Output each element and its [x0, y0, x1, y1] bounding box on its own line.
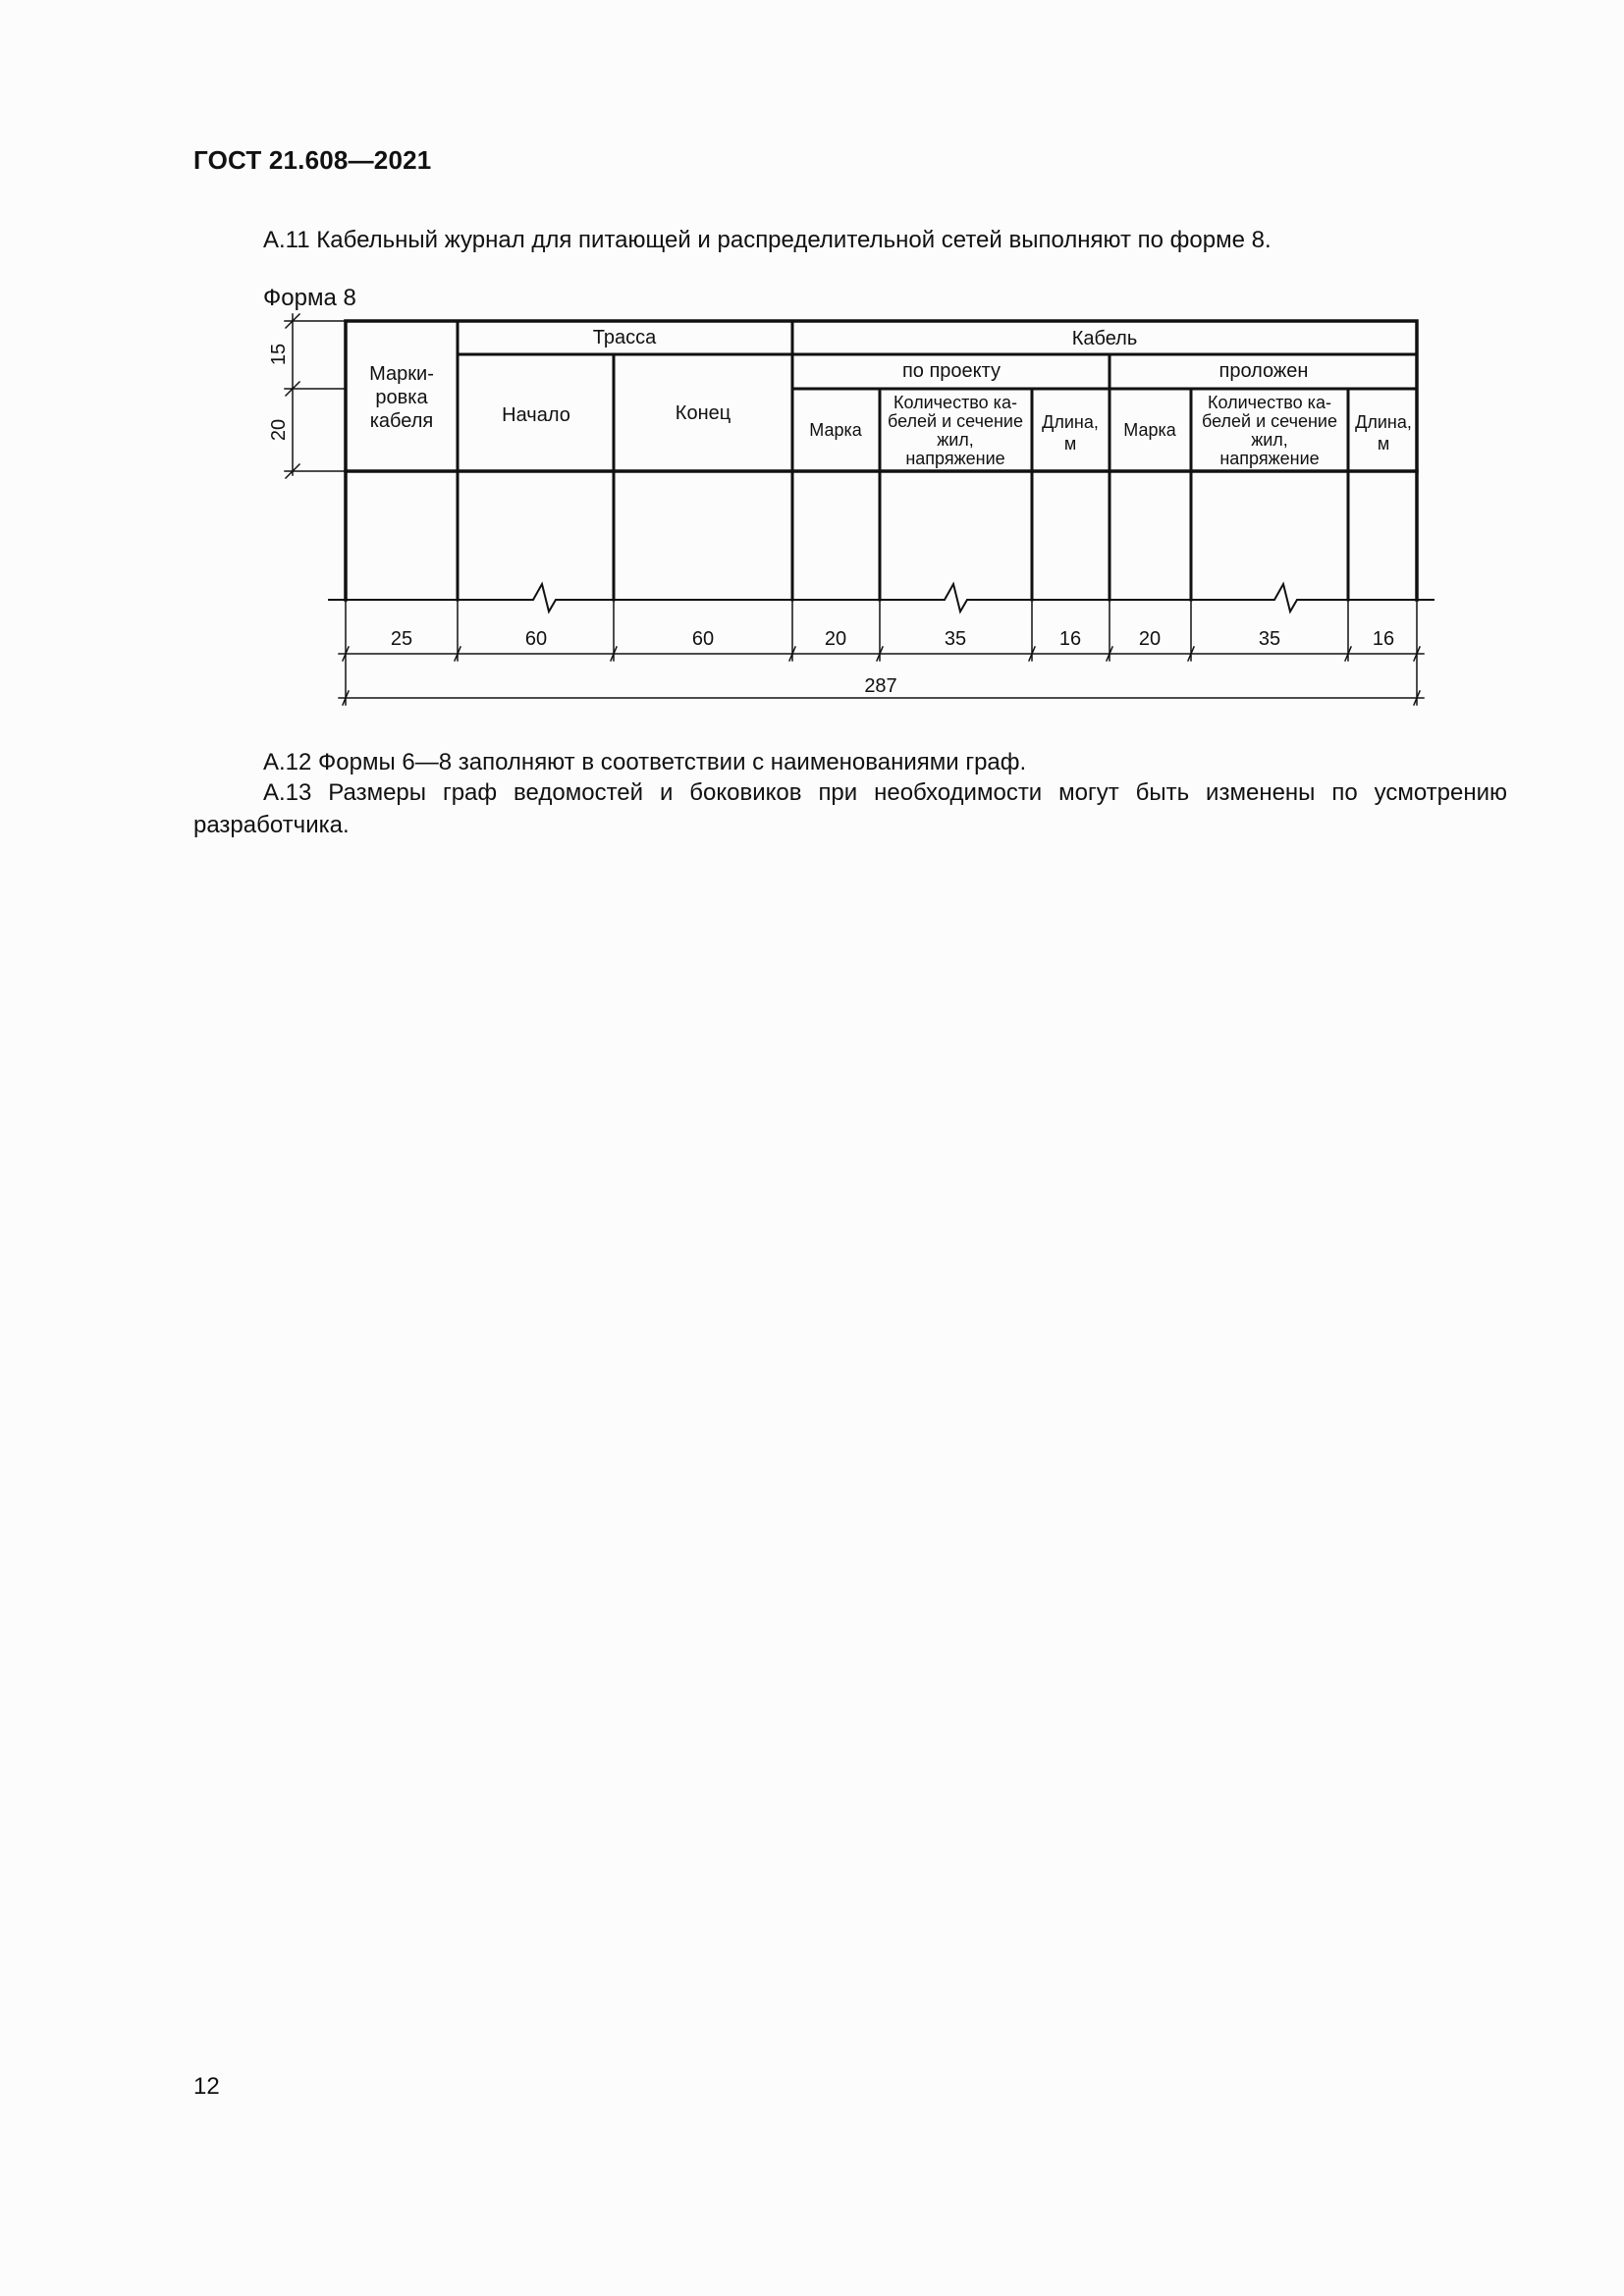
row-height-2: 20 — [268, 418, 290, 442]
width-len-2: 16 — [1372, 628, 1395, 650]
header-end: Конец — [675, 402, 731, 424]
header-qty-2-line4: напряжение — [1219, 449, 1320, 468]
header-qty-1-line1: Количество ка- — [893, 393, 1017, 412]
header-len-2-line2: м — [1377, 434, 1390, 454]
header-len-1-line1: Длина, — [1042, 412, 1099, 432]
header-len-1-line2: м — [1063, 434, 1077, 454]
header-marking-line2: ровка — [375, 387, 428, 408]
header-route: Трасса — [592, 327, 657, 348]
header-start: Начало — [502, 404, 570, 426]
paragraph-a11: А.11 Кабельный журнал для питающей и распределительной сетей выполняют по форме 8. — [263, 227, 1272, 253]
width-len-1: 16 — [1058, 628, 1082, 650]
paragraph-a12: А.12 Формы 6—8 заполняют в соответствии с наименованиями граф. — [263, 749, 1027, 775]
header-marking-line3: кабеля — [369, 410, 434, 432]
header-qty-1-line2: белей и сечение — [888, 411, 1023, 431]
width-end: 60 — [691, 628, 715, 650]
header-by-project: по проекту — [901, 360, 1001, 382]
header-cable: Кабель — [1071, 328, 1138, 349]
row-height-1: 15 — [268, 343, 290, 366]
header-marking-line1: Марки- — [369, 363, 434, 385]
header-laid: проложен — [1218, 360, 1309, 382]
page-number: 12 — [193, 2073, 220, 2100]
header-qty-2-line3: жил, — [1251, 430, 1288, 450]
width-marking: 25 — [390, 628, 413, 650]
paragraph-a13: А.13 Размеры граф ведомостей и боковиков при необходимости могут быть изменены по усмотрению разработчика. — [193, 779, 1507, 838]
document-header: ГОСТ 21.608—2021 — [193, 145, 432, 175]
header-mark-2: Марка — [1123, 420, 1176, 440]
width-mark-2: 20 — [1138, 628, 1162, 650]
width-start: 60 — [524, 628, 548, 650]
header-mark-1: Марка — [809, 420, 862, 440]
header-qty-1-line3: жил, — [937, 430, 974, 450]
width-mark-1: 20 — [824, 628, 847, 650]
header-qty-2-line2: белей и сечение — [1202, 411, 1337, 431]
width-qty-1: 35 — [944, 628, 967, 650]
width-total: 287 — [864, 675, 897, 697]
cable-journal-form — [0, 0, 1624, 746]
width-qty-2: 35 — [1258, 628, 1281, 650]
header-len-2-line1: Длина, — [1355, 412, 1412, 432]
form-label: Форма 8 — [263, 285, 356, 311]
header-qty-1-line4: напряжение — [905, 449, 1005, 468]
header-qty-2-line1: Количество ка- — [1208, 393, 1331, 412]
